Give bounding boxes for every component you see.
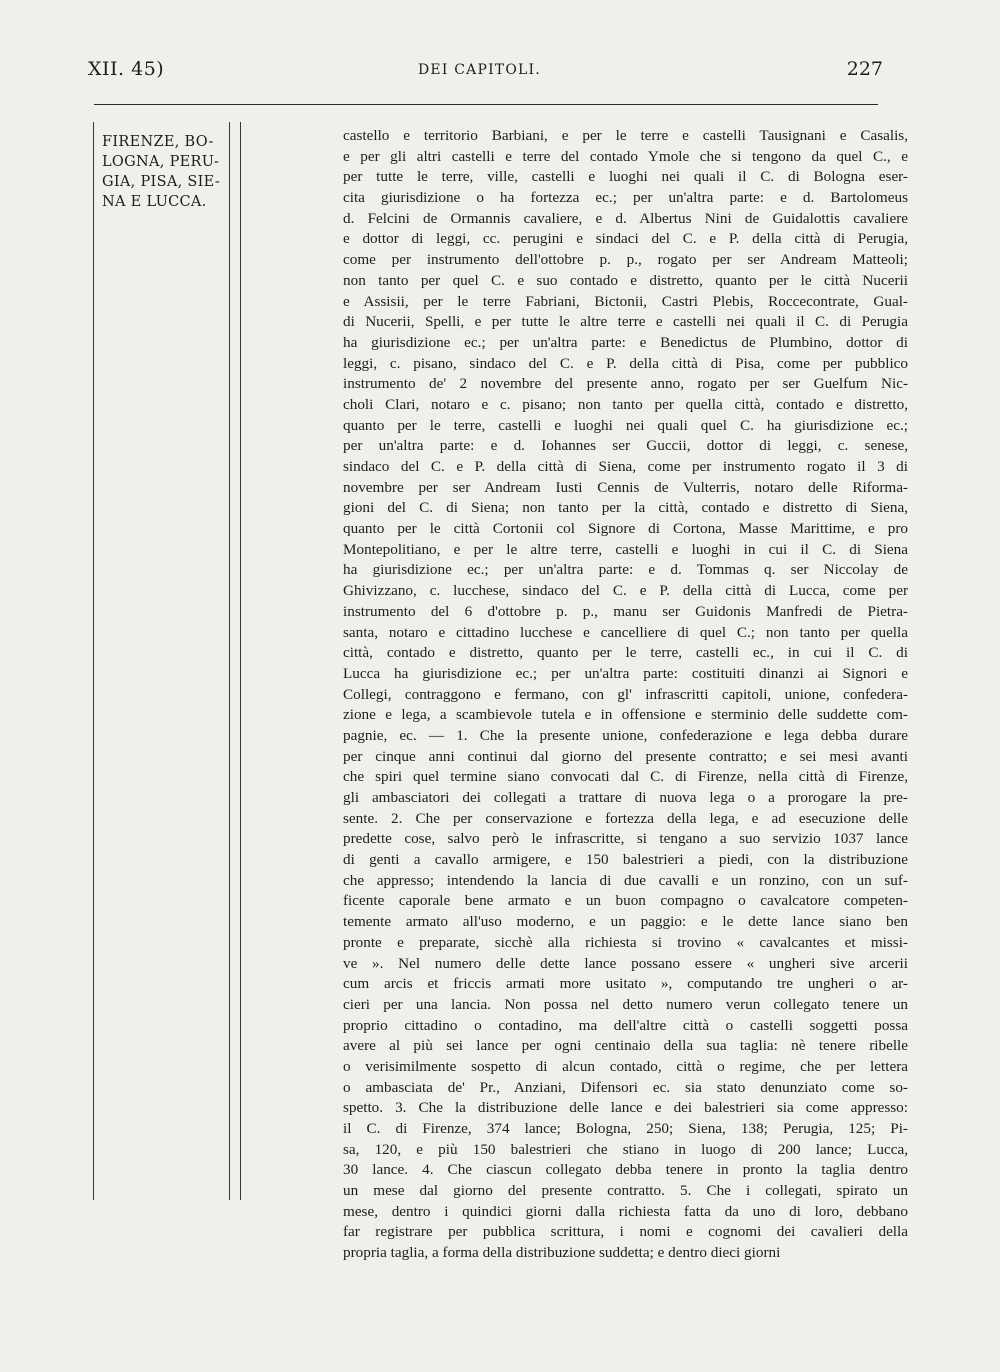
text-line: leggi, c. pisano, sindaco del C. e P. della città di Pisa, come per pubblico	[343, 354, 908, 372]
text-line: e Assisii, per le terre Fabriani, Bictonii, Castri Plebis, Roccecontrate, Gual-	[343, 292, 908, 310]
text-line: Collegi, contraggono e fermano, con gl' infrascritti capitoli, unione, confedera-	[343, 685, 908, 703]
text-line: ha giurisdizione ec.; per un'altra parte: e Benedictus de Plumbino, dottor di	[343, 333, 908, 351]
text-line: di Nucerii, Spelli, e per tutte le altre terre e castelli nei quali il C. di Perugia	[343, 313, 908, 331]
margin-note-line: FIRENZE, BO-	[102, 134, 214, 150]
page-number: 227	[846, 58, 883, 80]
text-line: proprio cittadino o contadino, ma dell'altre città o castelli soggetti possa	[343, 1016, 908, 1034]
text-line: propria taglia, a forma della distribuzione suddetta; e dentro dieci giorni	[343, 1244, 781, 1262]
margin-note-line: LOGNA, PERU-	[102, 154, 220, 170]
text-line: cieri per una lancia. Non possa nel detto numero verun collegato tenere un	[343, 995, 908, 1013]
text-line: sente. 2. Che per conservazione e fortezza della lega, e ad esecuzione delle	[343, 809, 908, 827]
text-line: quanto per le città Cortonii col Signore di Cortona, Masse Marittime, e pro	[343, 520, 908, 538]
text-line: sa, 120, e più 150 balestrieri che stiano in luogo di 200 lance; Lucca,	[343, 1140, 908, 1158]
text-line: città, contado e distretto, quanto per le terre, castelli ec., in cui il C. di	[343, 644, 908, 662]
text-line: gli ambasciatori dei collegati a trattare di nuova lega o a prorogare la pre-	[343, 789, 908, 806]
text-line: Montepolitiano, e per le altre terre, castelli e luoghi in cui il C. di Siena	[343, 540, 908, 558]
text-line: quanto per le terre, castelli e luoghi nei quali quel C. ha giurisdizione ec.;	[343, 416, 908, 434]
text-line: di genti a cavallo armigere, e 150 balestrieri a piedi, con la distribuzione	[343, 851, 908, 869]
text-line: ve ». Nel numero delle dette lance possano essere « ungheri sive arcerii	[343, 954, 908, 972]
text-line: Lucca ha giurisdizione ec.; per un'altra parte: costituiti dinanzi ai Signori e	[343, 664, 908, 682]
text-line: cum arcis et friccis armati more usitato », computando tre ungheri o ar-	[343, 975, 908, 993]
text-line: castello e territorio Barbiani, e per le terre e castelli Tausignani e Casalis,	[343, 127, 908, 144]
text-line: che spiri quel termine siano convocati dal C. di Firenze, nella città di Firenze,	[343, 768, 908, 786]
text-line: mese, dentro i quindici giorni dalla richiesta fatta da uno di loro, debbano	[343, 1202, 908, 1220]
text-line: per un'altra parte: e d. Iohannes ser Guccii, dottor di leggi, c. senese,	[343, 437, 908, 455]
text-line: cita giurisdizione o ha fortezza ec.; per un'altra parte: e d. Bartolomeus	[343, 189, 908, 207]
text-line: il C. di Firenze, 374 lance; Bologna, 250; Siena, 138; Perugia, 125; Pi-	[343, 1120, 908, 1137]
text-line: sindaco del C. e P. della città di Siena, come per instrumento rogato il 3 di	[343, 458, 908, 475]
text-line: instrumento del 6 d'ottobre p. p., manu ser Guidonis Manfredi de Pietra-	[343, 602, 908, 620]
margin-column-rule-inner	[229, 122, 230, 1200]
text-line: che appresso; intendendo la lancia di due cavalli e un ronzino, con un suf-	[343, 871, 908, 889]
text-line: avere al più sei lance per ogni centinaio della sua taglia: nè tenere ribelle	[343, 1037, 908, 1055]
text-line: Ghivizzano, c. lucchese, sindaco del C. e P. della città di Lucca, come per	[343, 582, 908, 600]
margin-note	[102, 132, 230, 212]
text-line: non tanto per quel C. e suo contado e distretto, quanto per le città Nucerii	[343, 271, 908, 289]
left-column-rule	[93, 122, 94, 1200]
text-line: gioni del C. di Siena; non tanto per la città, contado e distretto di Siena,	[343, 499, 908, 517]
text-line: pronte e preparate, sicchè alla richiesta si trovino « cavalcantes et missi-	[343, 933, 908, 951]
text-line: far registrare per pubblica scrittura, i nomi e cognomi dei cavalieri della	[343, 1223, 908, 1241]
text-line: novembre per ser Andream Iusti Cennis de Vulterris, notaro delle Riforma-	[343, 478, 908, 496]
text-line: per tutte le terre, ville, castelli e luoghi nei quali il C. di Bologna eser-	[343, 168, 908, 186]
text-line: santa, notaro e cittadino lucchese e cancelliere di quel C.; non tanto per quella	[343, 623, 908, 641]
text-line: choli Clari, notaro e c. pisano; non tanto per quella città, contado e distretto,	[343, 395, 908, 413]
margin-note-line: NA E LUCCA.	[102, 194, 207, 210]
text-line: per cinque anni continui dal giorno del presente contratto; e sei mesi avanti	[343, 747, 908, 765]
text-line: d. Felcini de Ormannis cavaliere, e d. Albertus Nini de Guidalottis cavaliere	[343, 209, 908, 227]
running-title: DEI CAPITOLI.	[418, 62, 541, 78]
text-line: zione e lega, a scambievole tutela e in offensione e sterminio delle suddette com-	[343, 706, 908, 724]
text-line: pagnie, ec. — 1. Che la presente unione, confederazione e lega debba durare	[343, 726, 908, 744]
text-line: spetto. 3. Che la distribuzione delle lance e dei balestrieri sia come appresso:	[343, 1099, 908, 1117]
text-line: temente armato all'uso moderno, e un paggio: e le dette lance siano ben	[343, 913, 908, 931]
text-line: instrumento de' 2 novembre del presente anno, rogato per ser Guelfum Nic-	[343, 375, 908, 393]
header-rule	[94, 104, 878, 105]
body-text	[343, 126, 908, 1264]
running-head	[88, 58, 883, 88]
margin-note-line: GIA, PISA, SIE-	[102, 174, 221, 190]
text-line: un mese dal giorno del presente contratto. 5. Che i collegati, spirato un	[343, 1182, 908, 1200]
text-line: ficente caporale bene armato e un buon compagno o cavalcatore competen-	[343, 892, 908, 910]
text-line: ha giurisdizione ec.; per un'altra parte: e d. Tommas q. ser Niccolay de	[343, 561, 908, 579]
text-line: o ambasciata de' Pr., Anziani, Difensori ec. sia stato denunziato come so-	[343, 1078, 908, 1096]
text-line: e per gli altri castelli e terre del contado Ymole che si tengono da quel C., e	[343, 147, 908, 165]
text-line: come per instrumento dell'ottobre p. p., rogato per ser Andream Matteoli;	[343, 251, 908, 269]
text-line: predette cose, salvo però le infrascritte, si tengano a suo servizio 1037 lance	[343, 830, 908, 848]
text-line: 30 lance. 4. Che ciascun collegato debba tenere in pronto la taglia dentro	[343, 1161, 908, 1179]
margin-column-rule-outer	[240, 122, 241, 1200]
section-reference: XII. 45)	[88, 58, 165, 80]
text-line: o verisimilmente sospetto di alcun contado, città o regime, che per lettera	[343, 1057, 908, 1075]
text-line: e dottor di leggi, cc. perugini e sindaci del C. e P. della città di Perugia,	[343, 230, 908, 248]
